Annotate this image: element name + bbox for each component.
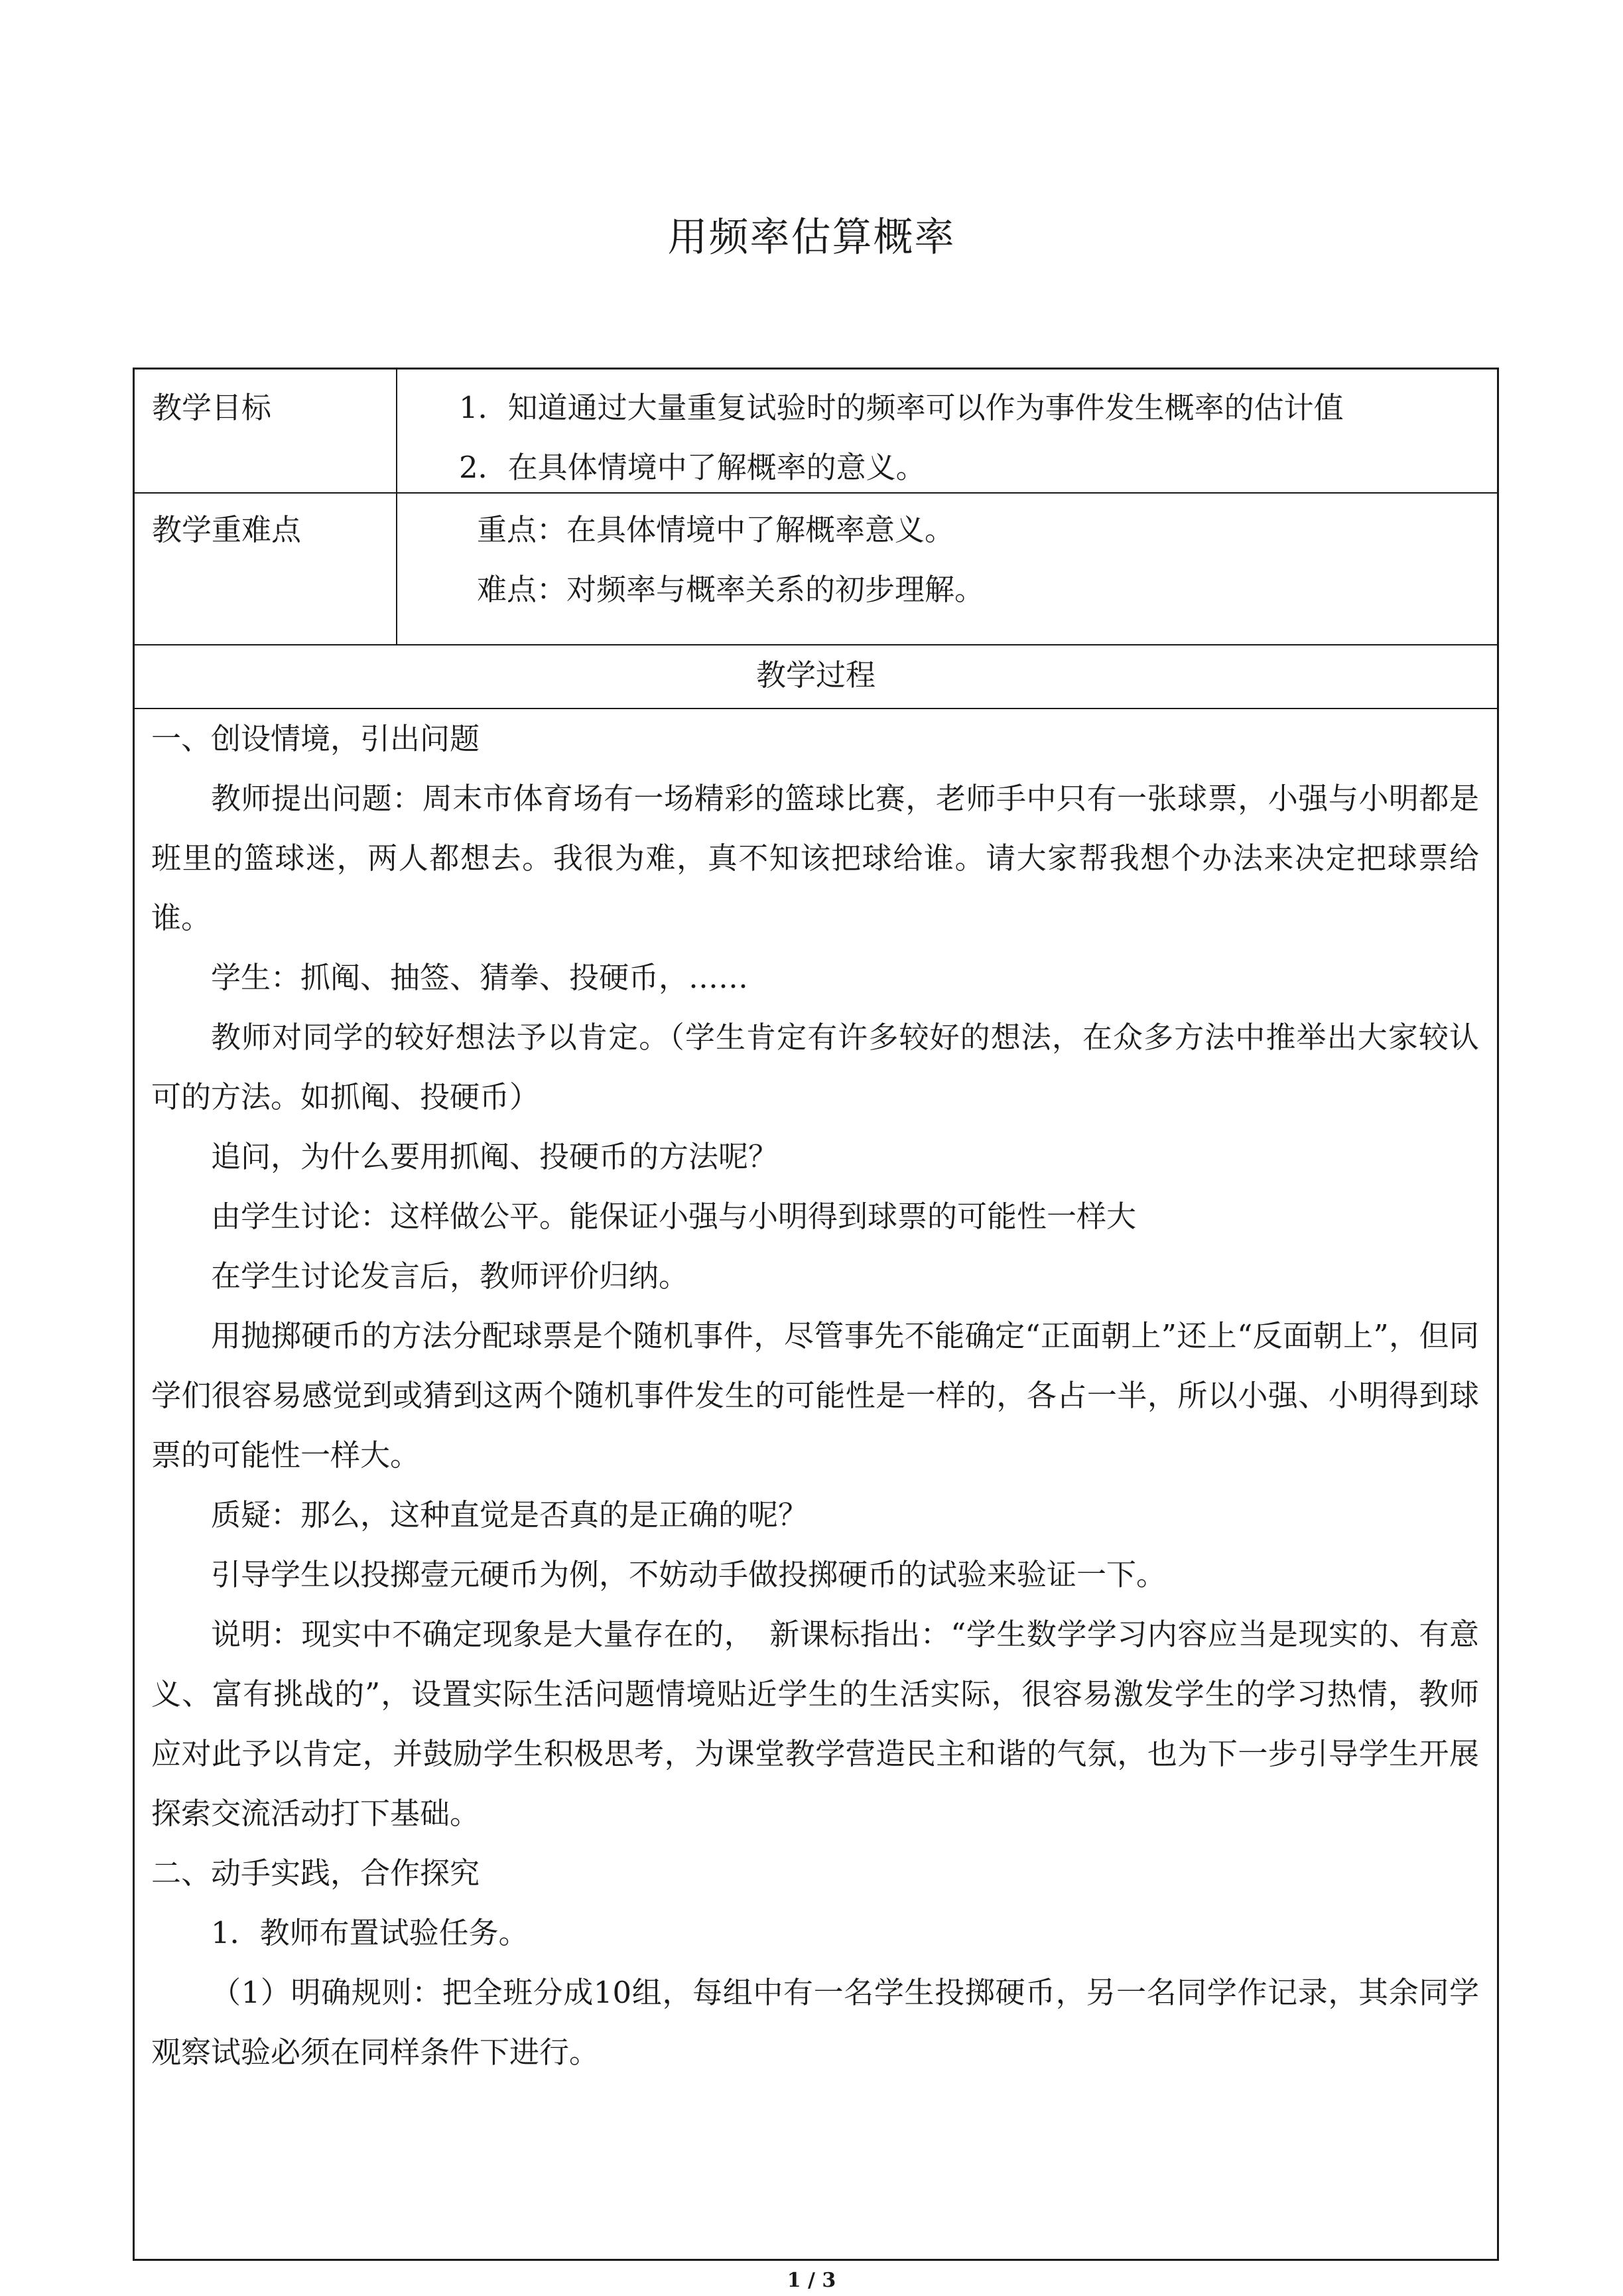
key-points-content — [477, 500, 984, 620]
page-number: 1 / 3 — [787, 2269, 836, 2292]
paragraph: 教师提出问题：周末市体育场有一场精彩的篮球比赛，老师手中只有一张球票，小强与小明都是班里的篮球迷，两人都想去。我很为难，真不知该把球给谁。请大家帮我想个办法来决定把球票给谁。 — [151, 781, 1479, 935]
paragraph: 学生：抓阄、抽签、猜拳、投硬币，…… — [211, 960, 749, 995]
objective-item: 2．在具体情境中了解概率的意义。 — [459, 450, 926, 485]
objectives-label: 教学目标 — [152, 390, 272, 425]
key-point-item: 重点：在具体情境中了解概率意义。 — [477, 512, 955, 547]
key-points-label: 教学重难点 — [152, 512, 302, 547]
process-heading: 教学过程 — [755, 657, 876, 693]
paragraph: 1．教师布置试验任务。 — [211, 1915, 529, 1950]
key-point-item: 难点：对频率与概率关系的初步理解。 — [477, 572, 985, 607]
column-divider — [396, 370, 397, 644]
page-title: 用频率估算概率 — [667, 214, 956, 261]
paragraph: 用抛掷硬币的方法分配球票是个随机事件，尽管事先不能确定“正面朝上”还上“反面朝上”，但同学们很容易感觉到或猜到这两个随机事件发生的可能性是一样的，各占一半，所以小强、小明得到球票的可能性一样大。 — [151, 1318, 1479, 1473]
process-body — [151, 709, 1479, 2082]
objective-item: 1．知道通过大量重复试验时的频率可以作为事件发生概率的估计值 — [459, 390, 1344, 425]
objectives-content — [459, 378, 1344, 498]
paragraph: （1）明确规则：把全班分成10组，每组中有一名学生投掷硬币，另一名同学作记录，其余同学观察试验必须在同样条件下进行。 — [151, 1975, 1479, 2070]
section-heading: 一、创设情境，引出问题 — [151, 721, 480, 756]
paragraph: 说明：现实中不确定现象是大量存在的， 新课标指出：“学生数学学习内容应当是现实的、有意义、富有挑战的”，设置实际生活问题情境贴近学生的生活实际，很容易激发学生的学习热情，教师应对此予以肯定，并鼓励学生积极思考，为课堂教学营造民主和谐的气氛，也为下一步引导学生开展探索交流活动打下基础。 — [151, 1617, 1479, 1831]
paragraph: 教师对同学的较好想法予以肯定。（学生肯定有许多较好的想法，在众多方法中推举出大家较认可的方法。如抓阄、投硬币） — [151, 1020, 1479, 1114]
section-heading: 二、动手实践，合作探究 — [151, 1856, 480, 1891]
paragraph: 质疑：那么，这种直觉是否真的是正确的呢？ — [211, 1497, 809, 1532]
paragraph: 在学生讨论发言后，教师评价归纳。 — [211, 1258, 689, 1294]
paragraph: 由学生讨论：这样做公平。能保证小强与小明得到球票的可能性一样大 — [211, 1199, 1137, 1234]
paragraph: 引导学生以投掷壹元硬币为例，不妨动手做投掷硬币的试验来验证一下。 — [211, 1557, 1167, 1592]
paragraph: 追问，为什么要用抓阄、投硬币的方法呢？ — [211, 1139, 779, 1174]
